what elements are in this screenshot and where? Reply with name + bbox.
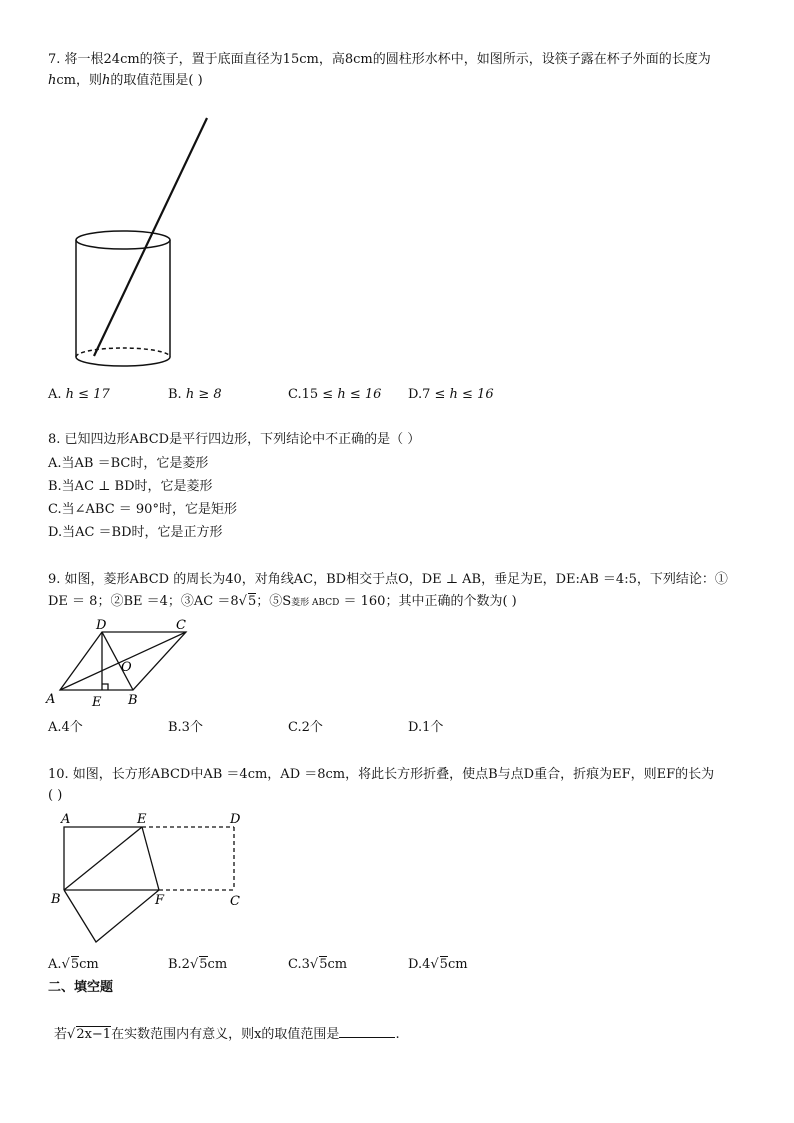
chopstick-line xyxy=(94,118,207,356)
label-c: C xyxy=(230,894,240,909)
q7-stem-line2 xyxy=(48,72,203,90)
q9-stem-line1: 9. 如图，菱形ABCD 的周长为40，对角线AC，BD相交于点O，DE ⊥ AB，垂足为E，DE:AB ＝4:5，下列结论：① xyxy=(48,572,728,587)
section-title: 二、填空题 xyxy=(48,980,114,995)
fill-blank-question: 若√2x−1在实数范围内有意义，则x的取值范围是 . xyxy=(54,1027,400,1042)
fold-ef xyxy=(142,827,159,890)
label-e: E xyxy=(92,695,102,710)
q7-option-b[interactable]: B. h ≥ 8 xyxy=(168,387,222,402)
q7-option-d[interactable]: D.7 ≤ h ≤ 16 xyxy=(408,387,494,402)
right-angle-mark xyxy=(102,684,108,690)
q10-option-a[interactable]: A.√5cm xyxy=(48,957,99,972)
q7-var-h: h xyxy=(48,73,57,88)
label-c: C xyxy=(176,618,186,633)
q9-rhombus-figure xyxy=(44,615,204,711)
diagonal-be xyxy=(64,827,142,890)
q8-stem: 8. 已知四边形ABCD是平行四边形，下列结论中不正确的是（ ） xyxy=(48,432,421,447)
q9-stem-line2: DE ＝ 8；②BE ＝4；③AC ＝8√5；⑤S菱形 ABCD ＝ 160；其中正确的个数为( ) xyxy=(48,594,517,609)
cylinder-bottom-front xyxy=(76,357,170,366)
q8-option-c[interactable]: C.当∠ABC ＝ 90°时，它是矩形 xyxy=(48,502,237,517)
q10-option-c[interactable]: C.3√5cm xyxy=(288,957,348,972)
label-a: A xyxy=(61,812,71,827)
q10-stem-line1: 10. 如图，长方形ABCD中AB ＝4cm，AD ＝8cm，将此长方形折叠，使点B与点D重合，折痕为EF，则EF的长为 xyxy=(48,767,715,782)
q9-option-b[interactable]: B.3个 xyxy=(168,720,203,735)
folded-flap xyxy=(64,890,159,942)
q8-option-a[interactable]: A.当AB ＝BC时，它是菱形 xyxy=(48,456,209,471)
q9-option-a[interactable]: A.4个 xyxy=(48,720,83,735)
q7-option-c[interactable]: C.15 ≤ h ≤ 16 xyxy=(288,387,382,402)
cylinder-bottom-back xyxy=(76,348,170,357)
q10-option-b[interactable]: B.2√5cm xyxy=(168,957,228,972)
q9-option-d[interactable]: D.1个 xyxy=(408,720,444,735)
label-f: F xyxy=(155,893,165,908)
q7-stem-line1: 7. 将一根24cm的筷子，置于底面直径为15cm，高8cm的圆柱形水杯中，如图所示，设筷子露在杯子外面的长度为 xyxy=(48,52,711,67)
label-d: D xyxy=(96,618,107,633)
cylinder-top-ellipse xyxy=(76,231,170,249)
q10-option-d[interactable]: D.4√5cm xyxy=(408,957,468,972)
q10-stem-line2: ( ) xyxy=(48,788,63,803)
q7-stem-line2-b: 的取值范围是( ) xyxy=(110,73,203,88)
q9-option-c[interactable]: C.2个 xyxy=(288,720,323,735)
label-b: B xyxy=(51,892,61,907)
label-e: E xyxy=(137,812,147,827)
q8-option-b[interactable]: B.当AC ⊥ BD时，它是菱形 xyxy=(48,479,213,494)
q8-option-d[interactable]: D.当AC ＝BD时，它是正方形 xyxy=(48,525,223,540)
q7-stem-line2-a: cm，则 xyxy=(56,73,102,88)
label-b: B xyxy=(128,693,138,708)
answer-blank[interactable] xyxy=(339,1025,395,1038)
q7-var-h2: h xyxy=(101,73,111,88)
label-a: A xyxy=(46,692,56,707)
q7-cylinder-figure xyxy=(70,110,220,370)
label-o: O xyxy=(121,660,132,675)
label-d: D xyxy=(230,812,241,827)
q10-fold-figure xyxy=(46,808,256,948)
q7-option-a[interactable]: A. h ≤ 17 xyxy=(48,387,110,402)
